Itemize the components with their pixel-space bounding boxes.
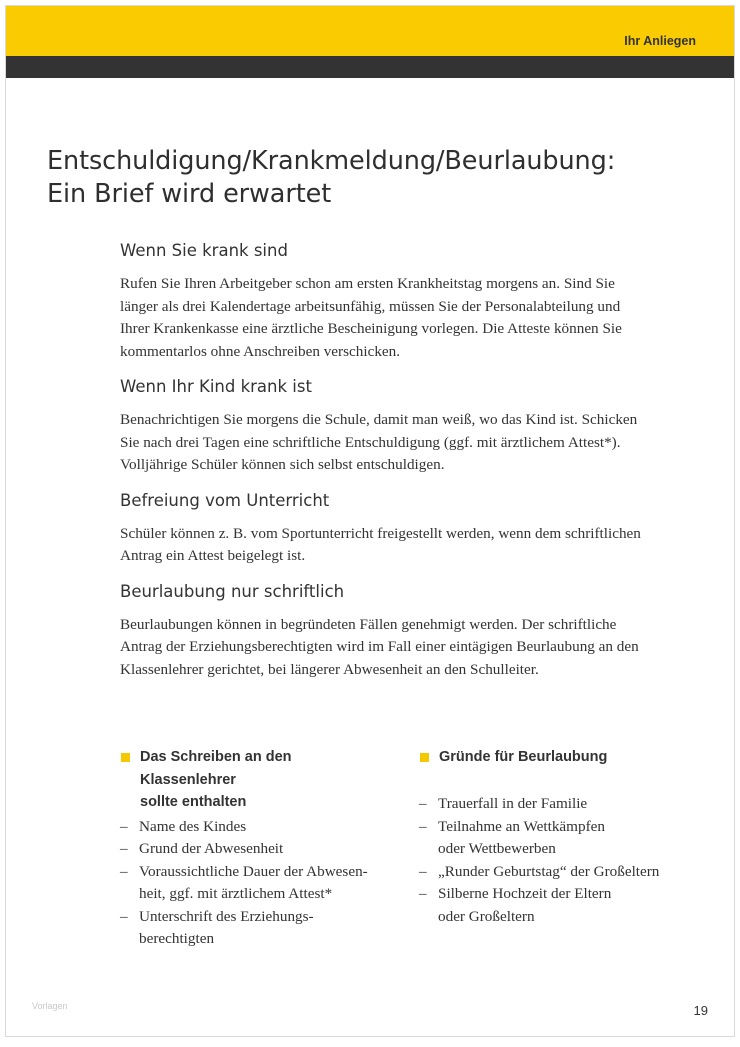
list-item: – Voraussichtliche Dauer der Abwesen- heit, ggf. mit ärztlichem Attest* xyxy=(120,862,368,902)
list-item: – Unterschrift des Erziehungs- berechtigten xyxy=(120,907,314,947)
main-content xyxy=(120,240,680,694)
section-krank xyxy=(120,240,680,363)
list-item: – Trauerfall in der Familie xyxy=(419,793,689,816)
section-kind-krank xyxy=(120,376,680,477)
para-line: Volljährige Schüler können sich selbst entschuldigen. xyxy=(120,456,445,473)
left-list-heading: Das Schreiben an den Klassenlehrer sollte enthalten xyxy=(120,746,390,814)
para-line: länger als drei Kalendertage arbeitsunfähig, müssen Sie der Personalabteilung und xyxy=(120,297,621,315)
dash-icon: – xyxy=(120,840,128,857)
right-list-heading: Gründe für Beurlaubung xyxy=(419,746,689,791)
para-line: Schüler können z. B. vom Sportunterricht freigestellt werden, wenn dem schriftlichen xyxy=(120,524,641,542)
list-item: – „Runder Geburtstag“ der Großeltern xyxy=(419,861,689,884)
list-item: – Teilnahme an Wettkämpfen oder Wettbewerben xyxy=(419,817,605,857)
dash-icon: – xyxy=(419,862,427,880)
header-stripe xyxy=(6,56,734,78)
page-title xyxy=(47,145,615,211)
para-line: Ihrer Krankenkasse eine ärztliche Bescheinigung vorlegen. Die Atteste können Sie xyxy=(120,320,622,337)
section-paragraph xyxy=(120,273,680,363)
para-line: Antrag der Erziehungsberechtigten wird im Fall einer eintägigen Beurlaubung an den xyxy=(120,638,639,655)
document-page xyxy=(5,5,735,1037)
list-item: – Name des Kindes xyxy=(120,816,390,839)
section-heading: Wenn Sie krank sind xyxy=(120,241,288,260)
dash-icon: – xyxy=(120,817,128,835)
para-line: Klassenlehrer gerichtet, bei längerer Abwesenheit an den Schulleiter. xyxy=(120,660,539,678)
dash-icon: – xyxy=(419,885,427,902)
section-heading: Befreiung vom Unterricht xyxy=(120,490,330,510)
title-line-1: Entschuldigung/Krankmeldung/Beurlaubung: xyxy=(47,146,616,176)
left-list xyxy=(120,746,390,951)
para-line: Rufen Sie Ihren Arbeitgeber schon am ersten Krankheitstag morgens an. Sind Sie xyxy=(120,275,615,292)
yellow-square-bullet-icon xyxy=(121,753,130,762)
section-heading: Wenn Ihr Kind krank ist xyxy=(120,377,312,396)
dash-icon: – xyxy=(419,795,427,812)
list-item: – Silberne Hochzeit der Eltern oder Großeltern xyxy=(419,885,612,925)
yellow-square-bullet-icon xyxy=(420,753,429,762)
section-paragraph xyxy=(120,409,680,477)
right-list xyxy=(419,746,689,928)
section-heading: Beurlaubung nur schriftlich xyxy=(120,581,345,601)
list-item: – Grund der Abwesenheit xyxy=(120,838,390,861)
section-befreiung xyxy=(120,490,680,568)
para-line: Benachrichtigen Sie morgens die Schule, damit man weiß, wo das Kind ist. Schicken xyxy=(120,411,638,428)
section-paragraph xyxy=(120,523,680,568)
section-label: Ihr Anliegen xyxy=(624,34,696,48)
right-list-items xyxy=(419,793,689,928)
para-line: Antrag ein Attest beigelegt ist. xyxy=(120,547,306,564)
page-number: 19 xyxy=(693,1003,708,1018)
dash-icon: – xyxy=(120,862,128,880)
section-paragraph xyxy=(120,614,680,682)
section-beurlaubung xyxy=(120,581,680,682)
header-bar xyxy=(6,6,734,56)
dash-icon: – xyxy=(419,817,427,835)
para-line: kommentarlos ohne Anschreiben verschicken. xyxy=(120,342,401,360)
para-line: Sie nach drei Tagen eine schriftliche Entschuldigung (ggf. mit ärztlichem Attest*). xyxy=(120,433,621,451)
left-list-items xyxy=(120,816,390,951)
watermark-text: Vorlagen xyxy=(32,1001,68,1011)
dash-icon: – xyxy=(120,907,128,925)
title-line-2: Ein Brief wird erwartet xyxy=(47,179,332,209)
para-line: Beurlaubungen können in begründeten Fällen genehmigt werden. Der schriftliche xyxy=(120,615,617,633)
